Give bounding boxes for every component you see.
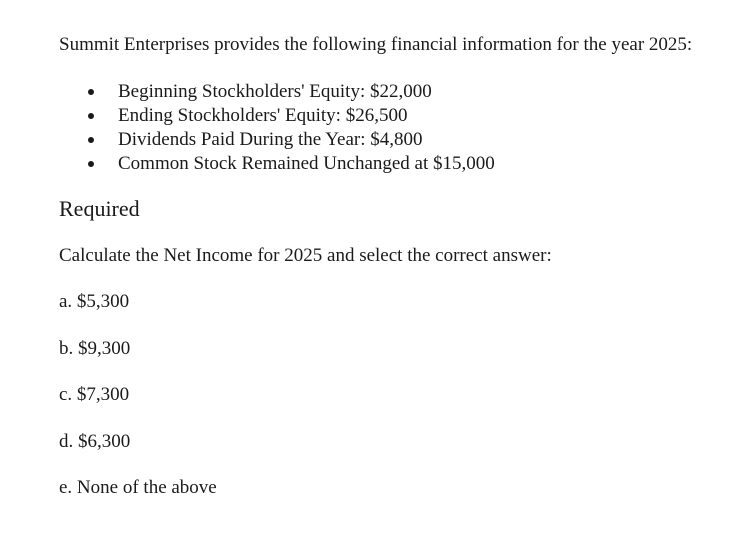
question-text: Calculate the Net Income for 2025 and select the correct answer: (59, 245, 552, 266)
answer-options (59, 290, 217, 523)
answer-option-d[interactable]: d. $6,300 (59, 430, 131, 452)
fact-text: Ending Stockholders' Equity: $26,500 (118, 105, 408, 126)
answer-option-e[interactable]: e. None of the above (59, 477, 217, 498)
intro-paragraph: Summit Enterprises provides the following financial information for the year 2025: (59, 34, 693, 55)
answer-option-c[interactable]: c. $7,300 (59, 384, 130, 405)
fact-text: Common Stock Remained Unchanged at $15,000 (118, 153, 495, 174)
bullet-icon (88, 89, 94, 95)
bullet-icon (88, 161, 94, 167)
bullet-icon (88, 137, 94, 143)
answer-option-b[interactable]: b. $9,300 (59, 337, 131, 359)
fact-text: Dividends Paid During the Year: $4,800 (118, 129, 423, 150)
fact-text: Beginning Stockholders' Equity: $22,000 (118, 81, 432, 102)
section-heading: Required (59, 196, 140, 221)
bullet-icon (88, 113, 94, 119)
answer-option-a[interactable]: a. $5,300 (59, 291, 130, 312)
